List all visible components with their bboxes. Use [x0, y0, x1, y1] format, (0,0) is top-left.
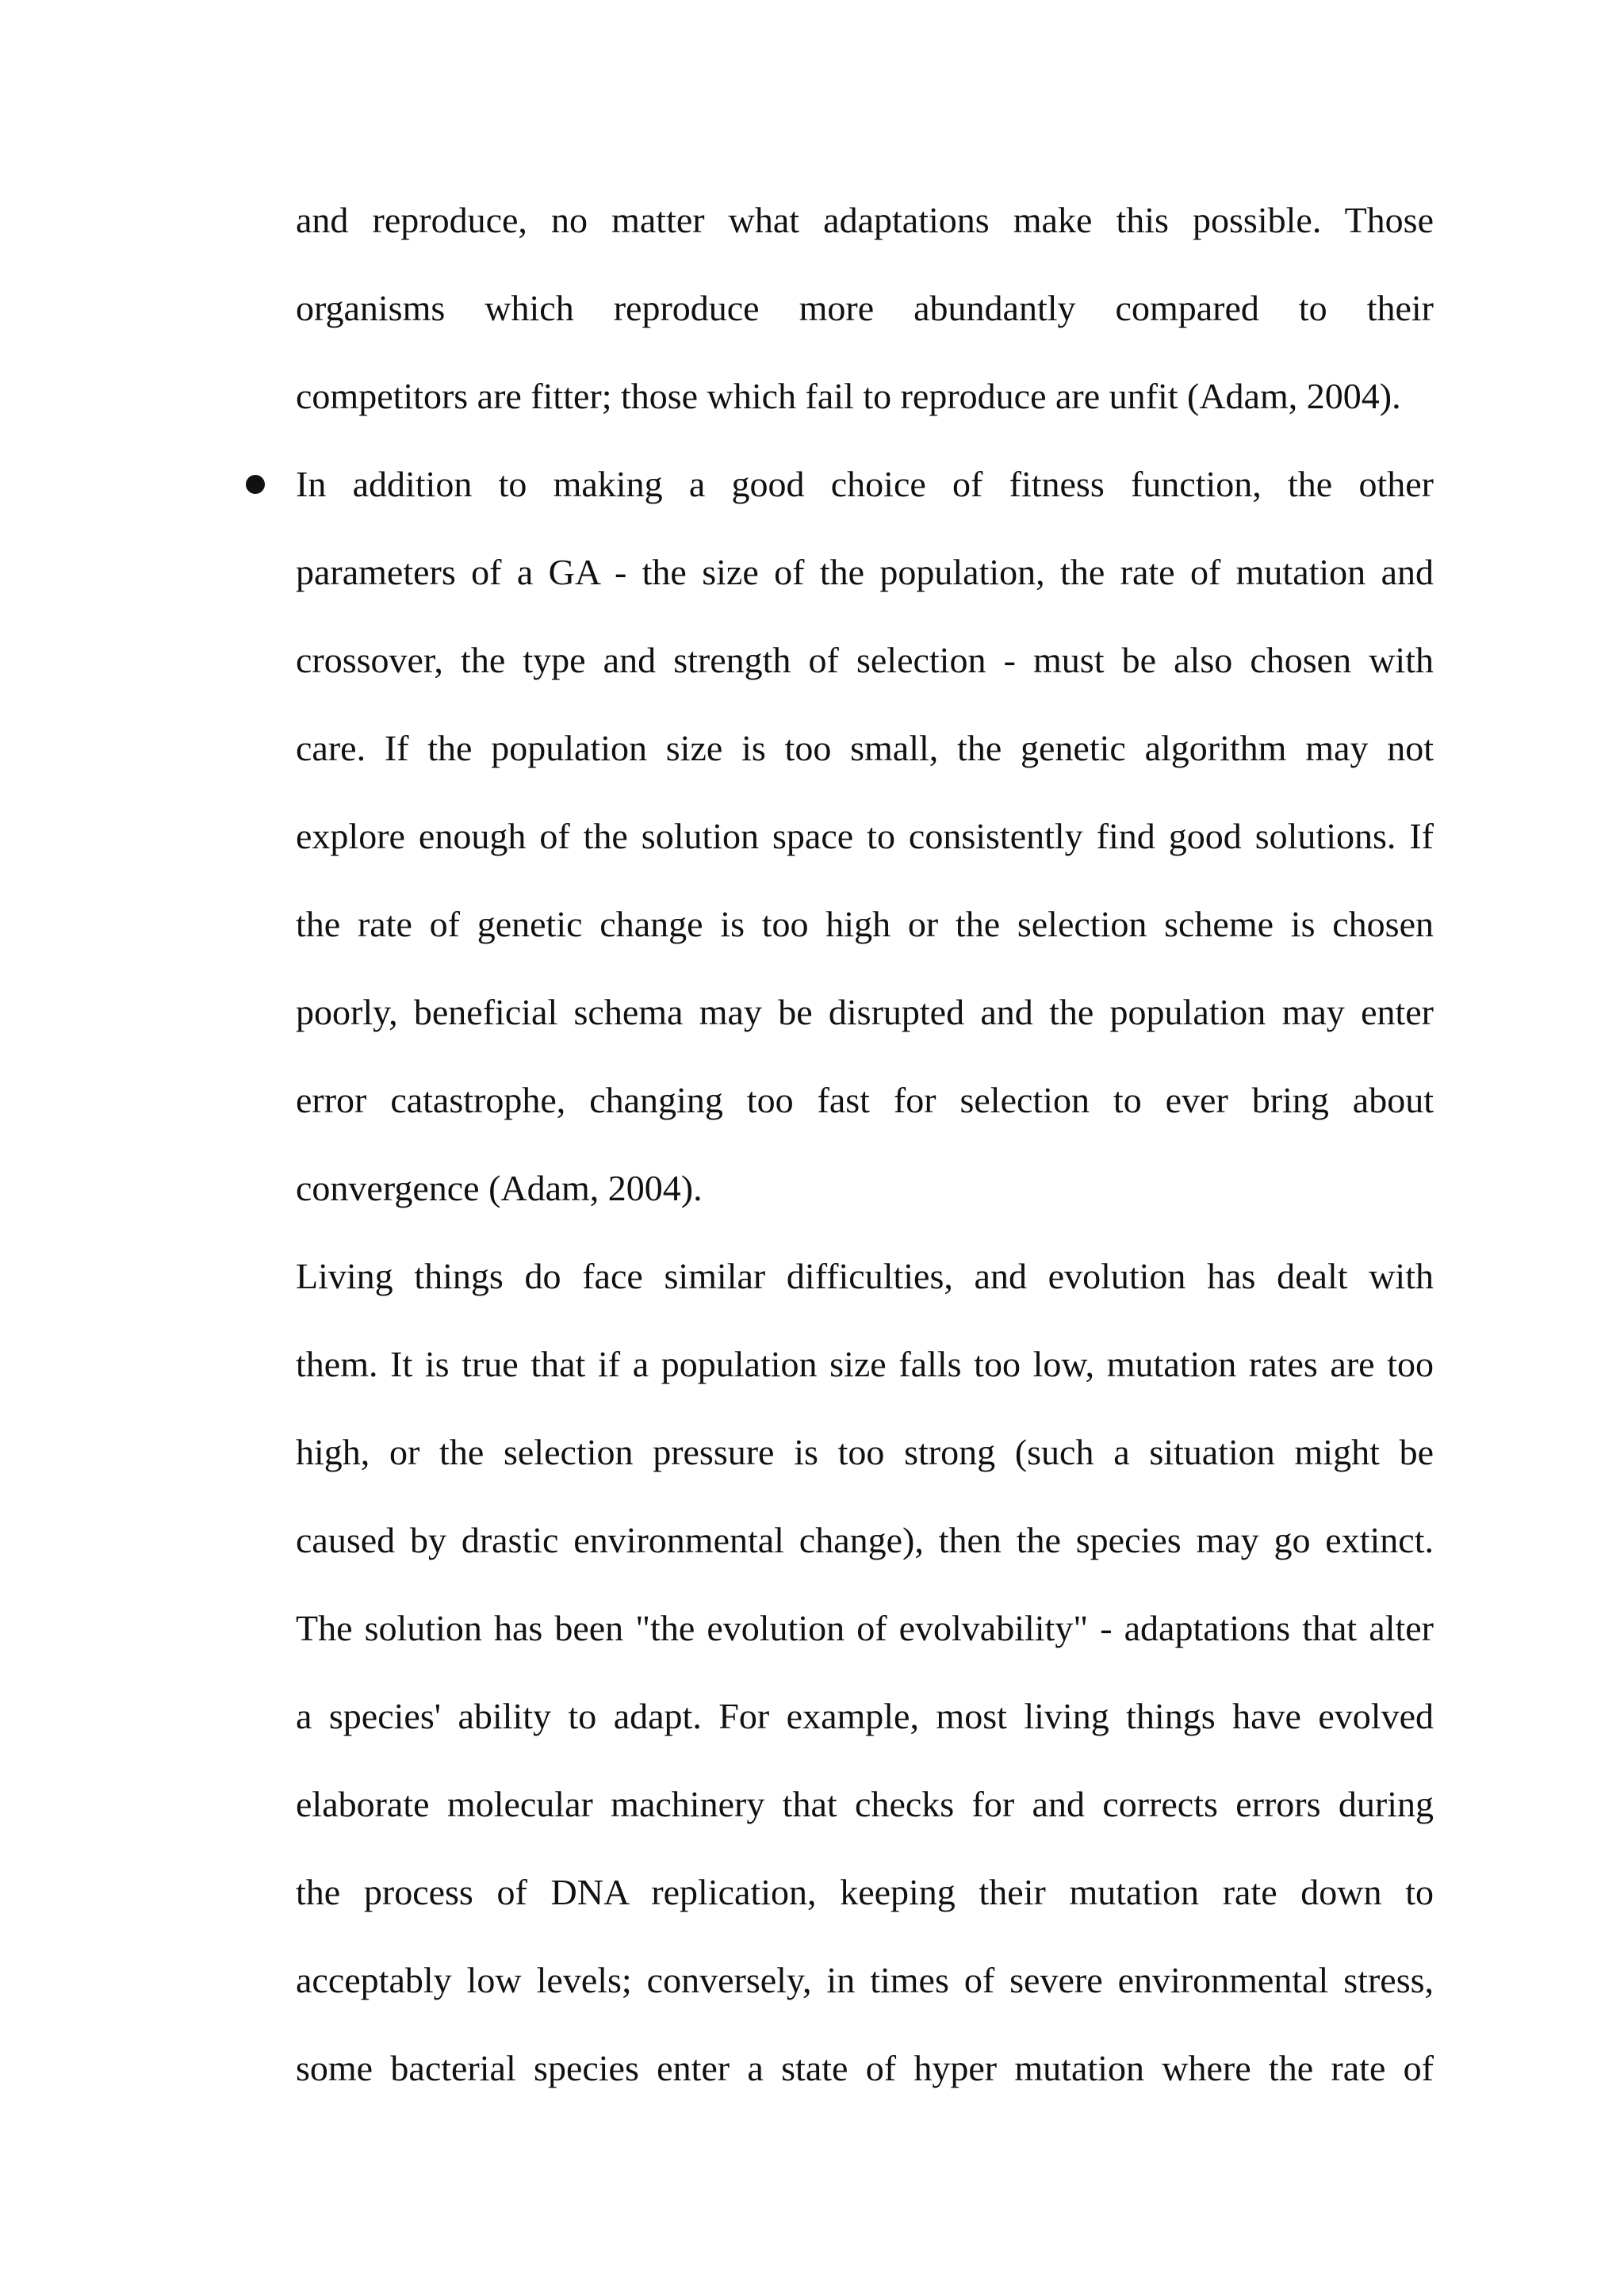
text-line: elaborate molecular machinery that checks for and corrects errors during — [296, 1784, 1434, 1824]
text-line: caused by drastic environmental change), then the species may go extinct. — [296, 1520, 1434, 1560]
text-line: organisms which reproduce more abundantly compared to their — [296, 288, 1434, 328]
text-line: crossover, the type and strength of selection - must be also chosen with — [296, 640, 1434, 680]
text-line: a species' ability to adapt. For example, most living things have evolved — [296, 1696, 1434, 1736]
text-line: care. If the population size is too small, the genetic algorithm may not — [296, 728, 1434, 768]
text-line: parameters of a GA - the size of the population, the rate of mutation and — [296, 552, 1434, 592]
text-line: them. It is true that if a population size falls too low, mutation rates are too — [296, 1344, 1434, 1384]
text-line: the rate of genetic change is too high or the selection scheme is chosen — [296, 904, 1434, 944]
text-line: poorly, beneficial schema may be disrupted and the population may enter — [296, 992, 1434, 1032]
text-line: and reproduce, no matter what adaptations make this possible. Those — [296, 200, 1434, 240]
text-line: explore enough of the solution space to consistently find good solutions. If — [296, 816, 1434, 856]
text-line: some bacterial species enter a state of hyper mutation where the rate of — [296, 2048, 1434, 2088]
text-line: The solution has been "the evolution of evolvability" - adaptations that alter — [296, 1608, 1434, 1648]
text-line: competitors are fitter; those which fail to reproduce are unfit (Adam, 2004). — [296, 376, 1401, 416]
text-line: In addition to making a good choice of fitness function, the other — [296, 464, 1434, 504]
text-line: convergence (Adam, 2004). — [296, 1168, 703, 1208]
text-line: the process of DNA replication, keeping their mutation rate down to — [296, 1872, 1434, 1912]
bullet-icon — [246, 475, 265, 494]
text-line: high, or the selection pressure is too strong (such a situation might be — [296, 1432, 1434, 1472]
text-line: acceptably low levels; conversely, in times of severe environmental stress, — [296, 1960, 1434, 2000]
text-line: Living things do face similar difficulties, and evolution has dealt with — [296, 1256, 1434, 1296]
text-line: error catastrophe, changing too fast for selection to ever bring about — [296, 1080, 1434, 1120]
